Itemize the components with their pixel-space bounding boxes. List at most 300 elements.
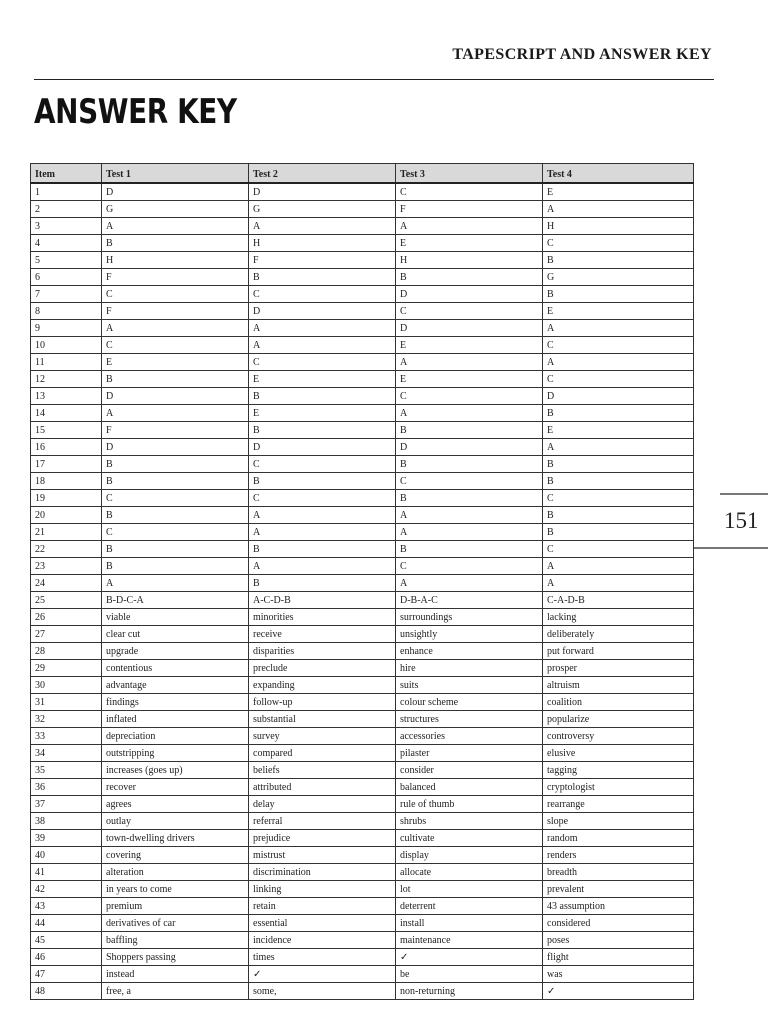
header-rule — [34, 79, 714, 80]
test-2-answer-cell: B — [249, 269, 396, 286]
test-3-answer-cell: A — [396, 507, 543, 524]
test-4-answer-cell: B — [543, 252, 694, 269]
table-row — [31, 711, 694, 728]
test-4-answer-cell: E — [543, 303, 694, 320]
table-row — [31, 235, 694, 252]
item-number-cell: 25 — [31, 592, 102, 609]
test-3-answer-cell: maintenance — [396, 932, 543, 949]
test-2-answer-cell: E — [249, 405, 396, 422]
test-1-answer-cell: alteration — [102, 864, 249, 881]
test-1-answer-cell: depreciation — [102, 728, 249, 745]
table-row — [31, 354, 694, 371]
column-header-test-1: Test 1 — [102, 164, 249, 184]
test-4-answer-cell: put forward — [543, 643, 694, 660]
test-1-answer-cell: Shoppers passing — [102, 949, 249, 966]
test-1-answer-cell: B-D-C-A — [102, 592, 249, 609]
test-4-answer-cell: G — [543, 269, 694, 286]
test-1-answer-cell: findings — [102, 694, 249, 711]
page-number: 151 — [724, 508, 759, 533]
test-1-answer-cell: D — [102, 388, 249, 405]
test-1-answer-cell: baffling — [102, 932, 249, 949]
item-number-cell: 24 — [31, 575, 102, 592]
test-4-answer-cell: C — [543, 541, 694, 558]
test-2-answer-cell: B — [249, 473, 396, 490]
test-2-answer-cell: attributed — [249, 779, 396, 796]
test-4-answer-cell: poses — [543, 932, 694, 949]
table-row — [31, 660, 694, 677]
test-3-answer-cell: B — [396, 490, 543, 507]
column-header-test-4: Test 4 — [543, 164, 694, 184]
test-2-answer-cell: A — [249, 558, 396, 575]
item-number-cell: 20 — [31, 507, 102, 524]
table-row — [31, 966, 694, 983]
test-1-answer-cell: B — [102, 558, 249, 575]
test-1-answer-cell: B — [102, 235, 249, 252]
test-1-answer-cell: E — [102, 354, 249, 371]
column-header-item: Item — [31, 164, 102, 184]
item-number-cell: 31 — [31, 694, 102, 711]
test-1-answer-cell: D — [102, 183, 249, 201]
test-2-answer-cell: D — [249, 439, 396, 456]
test-3-answer-cell: be — [396, 966, 543, 983]
item-number-cell: 38 — [31, 813, 102, 830]
test-3-answer-cell: C — [396, 183, 543, 201]
test-2-answer-cell: B — [249, 575, 396, 592]
test-1-answer-cell: F — [102, 269, 249, 286]
test-1-answer-cell: C — [102, 490, 249, 507]
test-1-answer-cell: advantage — [102, 677, 249, 694]
test-3-answer-cell: balanced — [396, 779, 543, 796]
test-3-answer-cell: C — [396, 473, 543, 490]
item-number-cell: 35 — [31, 762, 102, 779]
item-number-cell: 13 — [31, 388, 102, 405]
test-2-answer-cell: beliefs — [249, 762, 396, 779]
test-1-answer-cell: B — [102, 456, 249, 473]
item-number-cell: 29 — [31, 660, 102, 677]
test-3-answer-cell: rule of thumb — [396, 796, 543, 813]
test-2-answer-cell: retain — [249, 898, 396, 915]
test-2-answer-cell: D — [249, 303, 396, 320]
item-number-cell: 32 — [31, 711, 102, 728]
table-row — [31, 388, 694, 405]
test-4-answer-cell: B — [543, 405, 694, 422]
item-number-cell: 27 — [31, 626, 102, 643]
test-2-answer-cell: F — [249, 252, 396, 269]
table-row — [31, 303, 694, 320]
page-number-rule-top — [720, 493, 768, 495]
table-row — [31, 337, 694, 354]
item-number-cell: 23 — [31, 558, 102, 575]
test-3-answer-cell: surroundings — [396, 609, 543, 626]
test-2-answer-cell: times — [249, 949, 396, 966]
test-4-answer-cell: E — [543, 422, 694, 439]
test-3-answer-cell: D — [396, 320, 543, 337]
test-1-answer-cell: C — [102, 286, 249, 303]
item-number-cell: 34 — [31, 745, 102, 762]
test-2-answer-cell: C — [249, 354, 396, 371]
test-3-answer-cell: suits — [396, 677, 543, 694]
test-2-answer-cell: A — [249, 524, 396, 541]
table-row — [31, 728, 694, 745]
table-row — [31, 269, 694, 286]
table-row — [31, 694, 694, 711]
test-4-answer-cell: A — [543, 439, 694, 456]
table-row — [31, 677, 694, 694]
item-number-cell: 17 — [31, 456, 102, 473]
test-1-answer-cell: D — [102, 439, 249, 456]
test-1-answer-cell: G — [102, 201, 249, 218]
test-4-answer-cell: elusive — [543, 745, 694, 762]
test-3-answer-cell: colour scheme — [396, 694, 543, 711]
item-number-cell: 14 — [31, 405, 102, 422]
test-1-answer-cell: outlay — [102, 813, 249, 830]
table-row — [31, 218, 694, 235]
item-number-cell: 3 — [31, 218, 102, 235]
test-3-answer-cell: B — [396, 422, 543, 439]
item-number-cell: 1 — [31, 183, 102, 201]
item-number-cell: 46 — [31, 949, 102, 966]
test-2-answer-cell: preclude — [249, 660, 396, 677]
table-row — [31, 473, 694, 490]
table-row — [31, 813, 694, 830]
test-3-answer-cell: enhance — [396, 643, 543, 660]
test-2-answer-cell: essential — [249, 915, 396, 932]
test-2-answer-cell: delay — [249, 796, 396, 813]
test-3-answer-cell: cultivate — [396, 830, 543, 847]
test-4-answer-cell: E — [543, 183, 694, 201]
test-4-answer-cell: A — [543, 354, 694, 371]
answer-key-table — [30, 163, 694, 1000]
table-row — [31, 252, 694, 269]
item-number-cell: 4 — [31, 235, 102, 252]
test-2-answer-cell: A-C-D-B — [249, 592, 396, 609]
table-row — [31, 881, 694, 898]
test-4-answer-cell: ✓ — [543, 983, 694, 1000]
test-2-answer-cell: minorities — [249, 609, 396, 626]
item-number-cell: 44 — [31, 915, 102, 932]
test-2-answer-cell: B — [249, 422, 396, 439]
test-1-answer-cell: town-dwelling drivers — [102, 830, 249, 847]
test-3-answer-cell: A — [396, 575, 543, 592]
test-4-answer-cell: altruism — [543, 677, 694, 694]
table-row — [31, 320, 694, 337]
test-2-answer-cell: expanding — [249, 677, 396, 694]
test-3-answer-cell: shrubs — [396, 813, 543, 830]
test-4-answer-cell: popularize — [543, 711, 694, 728]
test-3-answer-cell: A — [396, 405, 543, 422]
test-1-answer-cell: C — [102, 337, 249, 354]
table-row — [31, 524, 694, 541]
test-4-answer-cell: H — [543, 218, 694, 235]
item-number-cell: 16 — [31, 439, 102, 456]
test-2-answer-cell: mistrust — [249, 847, 396, 864]
item-number-cell: 9 — [31, 320, 102, 337]
table-header — [31, 164, 694, 184]
test-3-answer-cell: consider — [396, 762, 543, 779]
test-2-answer-cell: disparities — [249, 643, 396, 660]
table-row — [31, 745, 694, 762]
page-number-rule-bottom — [694, 547, 768, 549]
test-2-answer-cell: prejudice — [249, 830, 396, 847]
test-4-answer-cell: A — [543, 558, 694, 575]
test-1-answer-cell: F — [102, 303, 249, 320]
test-3-answer-cell: F — [396, 201, 543, 218]
test-4-answer-cell: A — [543, 575, 694, 592]
test-2-answer-cell: ✓ — [249, 966, 396, 983]
test-4-answer-cell: slope — [543, 813, 694, 830]
test-3-answer-cell: allocate — [396, 864, 543, 881]
test-3-answer-cell: install — [396, 915, 543, 932]
column-header-test-2: Test 2 — [249, 164, 396, 184]
test-1-answer-cell: A — [102, 218, 249, 235]
item-number-cell: 11 — [31, 354, 102, 371]
item-number-cell: 33 — [31, 728, 102, 745]
test-1-answer-cell: viable — [102, 609, 249, 626]
table-row — [31, 286, 694, 303]
test-1-answer-cell: premium — [102, 898, 249, 915]
test-1-answer-cell: B — [102, 541, 249, 558]
item-number-cell: 15 — [31, 422, 102, 439]
item-number-cell: 26 — [31, 609, 102, 626]
table-row — [31, 609, 694, 626]
table-row — [31, 847, 694, 864]
test-3-answer-cell: E — [396, 235, 543, 252]
test-3-answer-cell: C — [396, 558, 543, 575]
item-number-cell: 39 — [31, 830, 102, 847]
table-row — [31, 983, 694, 1000]
test-1-answer-cell: contentious — [102, 660, 249, 677]
test-4-answer-cell: breadth — [543, 864, 694, 881]
item-number-cell: 48 — [31, 983, 102, 1000]
table-row — [31, 201, 694, 218]
test-3-answer-cell: ✓ — [396, 949, 543, 966]
test-3-answer-cell: B — [396, 269, 543, 286]
item-number-cell: 12 — [31, 371, 102, 388]
test-2-answer-cell: A — [249, 218, 396, 235]
table-row — [31, 796, 694, 813]
item-number-cell: 6 — [31, 269, 102, 286]
test-4-answer-cell: D — [543, 388, 694, 405]
page-title: ANSWER KEY — [34, 92, 237, 132]
test-1-answer-cell: B — [102, 507, 249, 524]
item-number-cell: 47 — [31, 966, 102, 983]
item-number-cell: 21 — [31, 524, 102, 541]
test-1-answer-cell: C — [102, 524, 249, 541]
test-4-answer-cell: controversy — [543, 728, 694, 745]
test-3-answer-cell: D-B-A-C — [396, 592, 543, 609]
test-3-answer-cell: H — [396, 252, 543, 269]
header-row — [31, 164, 694, 184]
test-4-answer-cell: B — [543, 456, 694, 473]
test-4-answer-cell: B — [543, 507, 694, 524]
test-1-answer-cell: H — [102, 252, 249, 269]
test-2-answer-cell: incidence — [249, 932, 396, 949]
item-number-cell: 36 — [31, 779, 102, 796]
test-2-answer-cell: follow-up — [249, 694, 396, 711]
item-number-cell: 40 — [31, 847, 102, 864]
table-row — [31, 915, 694, 932]
test-2-answer-cell: A — [249, 337, 396, 354]
test-4-answer-cell: B — [543, 473, 694, 490]
test-2-answer-cell: C — [249, 490, 396, 507]
test-4-answer-cell: renders — [543, 847, 694, 864]
test-1-answer-cell: upgrade — [102, 643, 249, 660]
item-number-cell: 28 — [31, 643, 102, 660]
test-3-answer-cell: D — [396, 439, 543, 456]
test-2-answer-cell: survey — [249, 728, 396, 745]
test-4-answer-cell: B — [543, 524, 694, 541]
test-4-answer-cell: coalition — [543, 694, 694, 711]
table-row — [31, 575, 694, 592]
test-4-answer-cell: random — [543, 830, 694, 847]
test-2-answer-cell: discrimination — [249, 864, 396, 881]
item-number-cell: 45 — [31, 932, 102, 949]
test-2-answer-cell: E — [249, 371, 396, 388]
test-4-answer-cell: 43 assumption — [543, 898, 694, 915]
table-row — [31, 456, 694, 473]
test-2-answer-cell: substantial — [249, 711, 396, 728]
test-2-answer-cell: H — [249, 235, 396, 252]
table-row — [31, 864, 694, 881]
test-2-answer-cell: compared — [249, 745, 396, 762]
test-3-answer-cell: hire — [396, 660, 543, 677]
table-row — [31, 507, 694, 524]
test-2-answer-cell: D — [249, 183, 396, 201]
test-4-answer-cell: lacking — [543, 609, 694, 626]
table-row — [31, 422, 694, 439]
test-4-answer-cell: tagging — [543, 762, 694, 779]
table-row — [31, 541, 694, 558]
test-1-answer-cell: increases (goes up) — [102, 762, 249, 779]
test-3-answer-cell: C — [396, 388, 543, 405]
table-row — [31, 371, 694, 388]
item-number-cell: 19 — [31, 490, 102, 507]
item-number-cell: 18 — [31, 473, 102, 490]
test-4-answer-cell: A — [543, 320, 694, 337]
item-number-cell: 8 — [31, 303, 102, 320]
test-1-answer-cell: inflated — [102, 711, 249, 728]
table-row — [31, 183, 694, 201]
table-row — [31, 405, 694, 422]
test-1-answer-cell: clear cut — [102, 626, 249, 643]
test-4-answer-cell: C — [543, 490, 694, 507]
test-4-answer-cell: deliberately — [543, 626, 694, 643]
table-row — [31, 932, 694, 949]
test-4-answer-cell: C — [543, 337, 694, 354]
test-2-answer-cell: linking — [249, 881, 396, 898]
item-number-cell: 2 — [31, 201, 102, 218]
test-2-answer-cell: C — [249, 456, 396, 473]
item-number-cell: 42 — [31, 881, 102, 898]
test-2-answer-cell: B — [249, 541, 396, 558]
item-number-cell: 10 — [31, 337, 102, 354]
test-4-answer-cell: C-A-D-B — [543, 592, 694, 609]
table-body — [31, 183, 694, 1000]
test-3-answer-cell: A — [396, 218, 543, 235]
test-1-answer-cell: B — [102, 473, 249, 490]
test-1-answer-cell: B — [102, 371, 249, 388]
table-row — [31, 643, 694, 660]
test-3-answer-cell: C — [396, 303, 543, 320]
item-number-cell: 5 — [31, 252, 102, 269]
test-3-answer-cell: accessories — [396, 728, 543, 745]
table-row — [31, 779, 694, 796]
test-4-answer-cell: considered — [543, 915, 694, 932]
item-number-cell: 22 — [31, 541, 102, 558]
test-1-answer-cell: free, a — [102, 983, 249, 1000]
test-3-answer-cell: pilaster — [396, 745, 543, 762]
test-3-answer-cell: A — [396, 524, 543, 541]
test-4-answer-cell: B — [543, 286, 694, 303]
item-number-cell: 41 — [31, 864, 102, 881]
item-number-cell: 43 — [31, 898, 102, 915]
test-3-answer-cell: B — [396, 456, 543, 473]
test-3-answer-cell: B — [396, 541, 543, 558]
item-number-cell: 7 — [31, 286, 102, 303]
test-1-answer-cell: instead — [102, 966, 249, 983]
table-row — [31, 490, 694, 507]
table-row — [31, 949, 694, 966]
test-1-answer-cell: A — [102, 320, 249, 337]
test-1-answer-cell: F — [102, 422, 249, 439]
test-1-answer-cell: outstripping — [102, 745, 249, 762]
test-2-answer-cell: G — [249, 201, 396, 218]
item-number-cell: 37 — [31, 796, 102, 813]
test-1-answer-cell: agrees — [102, 796, 249, 813]
test-4-answer-cell: was — [543, 966, 694, 983]
test-2-answer-cell: receive — [249, 626, 396, 643]
test-3-answer-cell: D — [396, 286, 543, 303]
test-4-answer-cell: flight — [543, 949, 694, 966]
test-1-answer-cell: in years to come — [102, 881, 249, 898]
running-head: TAPESCRIPT AND ANSWER KEY — [452, 46, 712, 63]
table-row — [31, 762, 694, 779]
test-2-answer-cell: B — [249, 388, 396, 405]
test-2-answer-cell: C — [249, 286, 396, 303]
test-2-answer-cell: some, — [249, 983, 396, 1000]
test-4-answer-cell: rearrange — [543, 796, 694, 813]
test-3-answer-cell: E — [396, 337, 543, 354]
test-3-answer-cell: E — [396, 371, 543, 388]
test-4-answer-cell: prevalent — [543, 881, 694, 898]
test-4-answer-cell: prosper — [543, 660, 694, 677]
test-1-answer-cell: covering — [102, 847, 249, 864]
test-3-answer-cell: deterrent — [396, 898, 543, 915]
table-row — [31, 592, 694, 609]
test-3-answer-cell: display — [396, 847, 543, 864]
test-2-answer-cell: A — [249, 320, 396, 337]
table-row — [31, 626, 694, 643]
test-3-answer-cell: structures — [396, 711, 543, 728]
test-1-answer-cell: recover — [102, 779, 249, 796]
table-row — [31, 439, 694, 456]
test-1-answer-cell: derivatives of car — [102, 915, 249, 932]
column-header-test-3: Test 3 — [396, 164, 543, 184]
test-3-answer-cell: A — [396, 354, 543, 371]
test-1-answer-cell: A — [102, 575, 249, 592]
table-row — [31, 558, 694, 575]
test-4-answer-cell: C — [543, 235, 694, 252]
test-1-answer-cell: A — [102, 405, 249, 422]
test-3-answer-cell: unsightly — [396, 626, 543, 643]
table-row — [31, 830, 694, 847]
test-2-answer-cell: A — [249, 507, 396, 524]
test-4-answer-cell: A — [543, 201, 694, 218]
test-3-answer-cell: lot — [396, 881, 543, 898]
test-4-answer-cell: C — [543, 371, 694, 388]
test-3-answer-cell: non-returning — [396, 983, 543, 1000]
item-number-cell: 30 — [31, 677, 102, 694]
